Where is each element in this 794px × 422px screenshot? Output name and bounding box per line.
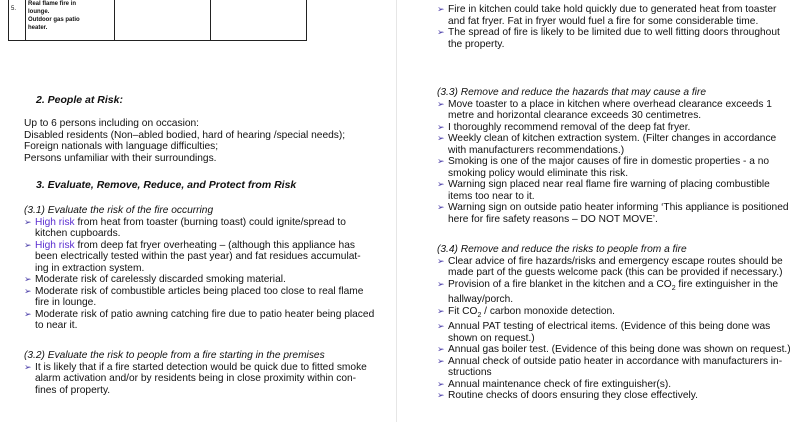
arrow-bullet-icon: ➢ bbox=[24, 216, 32, 227]
section-3-1 bbox=[24, 205, 374, 332]
hazard-line: heater. bbox=[28, 25, 48, 31]
arrow-bullet-icon: ➢ bbox=[437, 390, 445, 401]
arrow-bullet-icon: ➢ bbox=[24, 361, 32, 372]
section-heading: (3.3) Remove and reduce the hazards that may cause a fire bbox=[437, 87, 706, 98]
arrow-bullet-icon: ➢ bbox=[24, 274, 32, 284]
arrow-bullet-icon: ➢ bbox=[437, 255, 445, 266]
table-cell-empty bbox=[115, 0, 211, 41]
arrow-bullet-icon: ➢ bbox=[437, 121, 445, 132]
bullet-text: from deep fat fryer overheating – (although this appliance has bbox=[74, 239, 355, 251]
bullet-text: / carbon monoxide detection. bbox=[481, 305, 615, 317]
section-3-4 bbox=[437, 244, 791, 402]
arrow-bullet-icon: ➢ bbox=[437, 278, 445, 289]
section-heading: (3.4) Remove and reduce the risks to people from a fire bbox=[437, 244, 687, 255]
bullet-text: Annual check of outside patio heater in accordance with manufacturers in- bbox=[448, 355, 783, 367]
people-line: Up to 6 persons including on occasion: bbox=[24, 118, 199, 129]
bullet-item bbox=[437, 279, 791, 295]
bullet-text: Routine checks of doors ensuring they close effectively. bbox=[448, 390, 698, 402]
bullet-text: Clear advice of fire hazards/risks and emergency escape routes should be bbox=[448, 255, 783, 267]
right-page bbox=[397, 0, 794, 422]
people-at-risk-heading: 2. People at Risk: bbox=[36, 94, 123, 106]
bullet-item bbox=[24, 240, 374, 252]
bullet-item bbox=[437, 202, 789, 214]
hazard-description bbox=[26, 0, 115, 41]
hazard-table bbox=[8, 0, 307, 41]
bullet-continuation: been electrically tested within the past year) and fat residues accumulat- bbox=[35, 251, 361, 262]
section-3-3 bbox=[437, 87, 789, 225]
bullet-item bbox=[437, 321, 791, 333]
bullet-item bbox=[437, 179, 789, 191]
bullet-item bbox=[437, 390, 791, 402]
bullet-text: Fire in kitchen could take hold quickly due to generated heat from toaster bbox=[448, 4, 777, 15]
bullet-continuation: smoking policy would eliminate this risk. bbox=[448, 167, 629, 179]
high-risk-label: High risk bbox=[35, 239, 75, 251]
bullet-text: Warning sign on outside patio heater informing ‘This appliance is positioned bbox=[448, 202, 789, 213]
section-heading: (3.2) Evaluate the risk to people from a fire starting in the premises bbox=[24, 350, 325, 361]
bullet-continuation: alarm activation and/or by residents being in close proximity within con- bbox=[35, 373, 357, 384]
bullet-item bbox=[437, 344, 791, 356]
bullet-continuation: shown on request.) bbox=[448, 332, 535, 344]
people-at-risk-list bbox=[24, 118, 345, 164]
bullet-text: Weekly clean of kitchen extraction system. (Filter changes in accordance bbox=[448, 133, 777, 144]
arrow-bullet-icon: ➢ bbox=[437, 179, 445, 189]
bullet-continuation: fire in lounge. bbox=[35, 297, 97, 308]
bullet-text: Annual gas boiler test. (Evidence of this being done was shown on request.) bbox=[448, 344, 791, 356]
evaluate-heading: 3. Evaluate, Remove, Reduce, and Protect from Risk bbox=[36, 179, 297, 191]
arrow-bullet-icon: ➢ bbox=[437, 321, 445, 332]
bullet-continuation: with manufacturers recommendations.) bbox=[448, 144, 625, 156]
arrow-bullet-icon: ➢ bbox=[24, 308, 32, 319]
arrow-bullet-icon: ➢ bbox=[437, 355, 445, 366]
arrow-bullet-icon: ➢ bbox=[24, 239, 32, 250]
bullet-item bbox=[437, 27, 780, 39]
bullet-continuation: ing in extraction system. bbox=[35, 262, 145, 274]
bullet-continuation: items too near to it. bbox=[448, 190, 535, 202]
arrow-bullet-icon: ➢ bbox=[437, 344, 445, 355]
section-3-2 bbox=[24, 350, 367, 396]
bullet-item bbox=[437, 256, 791, 268]
bullet-text: Warning sign placed near real flame fire warning of placing combustible bbox=[448, 179, 770, 190]
bullet-item bbox=[24, 286, 374, 298]
high-risk-label: High risk bbox=[35, 216, 75, 228]
bullet-continuation: fines of property. bbox=[35, 384, 111, 396]
people-line: Foreign nationals with language difficulties; bbox=[24, 141, 219, 152]
bullet-item bbox=[437, 99, 789, 111]
hazard-line: Outdoor gas patio bbox=[28, 17, 80, 23]
arrow-bullet-icon: ➢ bbox=[437, 27, 445, 37]
bullet-item bbox=[24, 362, 367, 374]
bullet-text: fire extinguisher in the bbox=[675, 278, 779, 290]
bullet-continuation: hallway/porch. bbox=[448, 294, 514, 306]
hazard-line: Real flame fire in bbox=[28, 1, 77, 7]
bullet-item bbox=[24, 274, 374, 286]
table-row bbox=[9, 0, 307, 41]
bullet-continuation: and fat fryer. Fat in fryer would fuel a fire for some considerable time. bbox=[448, 15, 759, 27]
arrow-bullet-icon: ➢ bbox=[437, 156, 445, 166]
people-line: Disabled residents (Non–abled bodied, hard of hearing /special needs); bbox=[24, 129, 346, 141]
bullet-item bbox=[437, 156, 789, 168]
arrow-bullet-icon: ➢ bbox=[24, 285, 32, 296]
section-heading: (3.1) Evaluate the risk of the fire occurring bbox=[24, 205, 214, 216]
bullet-text: Provision of a fire blanket in the kitchen and a CO bbox=[448, 278, 672, 290]
bullet-continuation: to near it. bbox=[35, 320, 78, 331]
row-number: 5. bbox=[9, 0, 26, 41]
hazard-line: lounge. bbox=[28, 9, 50, 15]
arrow-bullet-icon: ➢ bbox=[437, 4, 445, 14]
bullet-text: It is likely that if a fire started detection would be quick due to fitted smoke bbox=[35, 361, 367, 373]
subscript: 2 bbox=[671, 284, 676, 292]
bullet-continuation: the property. bbox=[448, 38, 505, 50]
bullet-text: Moderate risk of patio awning catching fire due to patio heater being placed bbox=[35, 308, 375, 320]
bullet-text: Moderate risk of carelessly discarded smoking material. bbox=[35, 274, 286, 285]
bullet-item bbox=[24, 217, 374, 229]
bullet-text: The spread of fire is likely to be limited due to well fitting doors throughout bbox=[448, 27, 780, 38]
arrow-bullet-icon: ➢ bbox=[437, 202, 445, 212]
bullet-item bbox=[437, 122, 789, 134]
bullet-continuation: metre and horizontal clearance exceeds 30 centimetres. bbox=[448, 110, 702, 121]
bullet-text: Fit CO bbox=[448, 305, 478, 317]
bullet-text: I thoroughly recommend removal of the deep fat fryer. bbox=[448, 121, 691, 133]
bullet-text: Annual PAT testing of electrical items. (Evidence of this being done was bbox=[448, 321, 771, 333]
bullet-text: Move toaster to a place in kitchen where overhead clearance exceeds 1 bbox=[448, 98, 772, 110]
bullet-continuation: here for fire safety reasons – DO NOT MOVE’. bbox=[448, 213, 658, 225]
arrow-bullet-icon: ➢ bbox=[437, 98, 445, 109]
arrow-bullet-icon: ➢ bbox=[437, 378, 445, 389]
bullet-text: from heat from toaster (burning toast) could ignite/spread to bbox=[74, 216, 346, 228]
table-cell-empty bbox=[211, 0, 307, 41]
bullet-item bbox=[24, 309, 374, 321]
arrow-bullet-icon: ➢ bbox=[437, 133, 445, 143]
bullet-text: Moderate risk of combustible articles being placed too close to real flame bbox=[35, 285, 364, 297]
bullet-text: Smoking is one of the major causes of fire in domestic properties - a no bbox=[448, 156, 770, 167]
bullet-item bbox=[437, 379, 791, 391]
fire-spread-bullets bbox=[437, 4, 780, 50]
bullet-item bbox=[437, 306, 791, 322]
bullet-continuation: kitchen cupboards. bbox=[35, 228, 121, 239]
bullet-text: Annual maintenance check of fire extinguisher(s). bbox=[448, 378, 672, 390]
bullet-item bbox=[437, 356, 791, 368]
people-line: Persons unfamiliar with their surroundings. bbox=[24, 152, 217, 164]
arrow-bullet-icon: ➢ bbox=[437, 305, 445, 316]
bullet-item bbox=[437, 133, 789, 145]
bullet-item bbox=[437, 4, 780, 16]
bullet-continuation: made part of the guests welcome pack (this can be provided if necessary.) bbox=[448, 267, 783, 278]
subscript: 2 bbox=[477, 311, 482, 319]
bullet-continuation: structions bbox=[448, 367, 492, 379]
